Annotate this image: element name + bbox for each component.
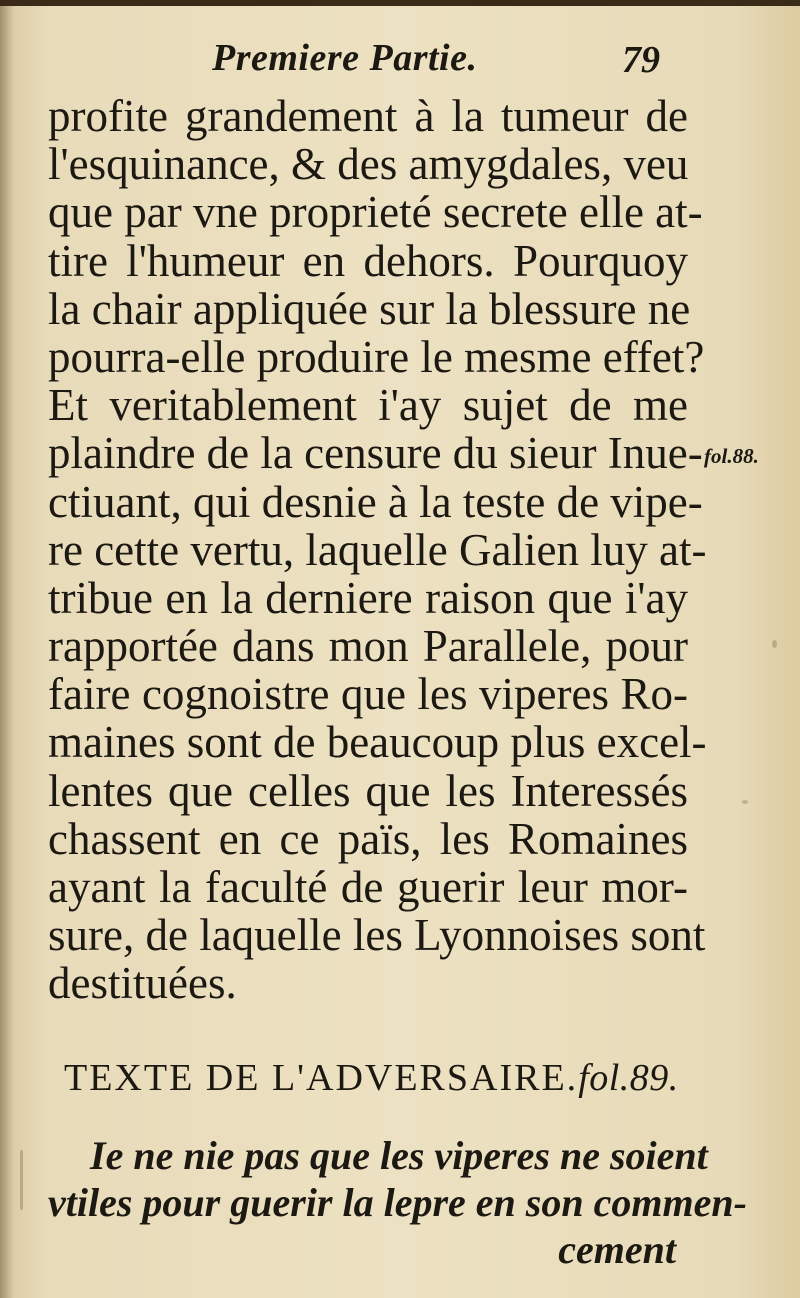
body-line: chassent en ce païs, les Romaines: [48, 813, 688, 864]
running-head: [0, 36, 800, 86]
section-heading: [64, 1056, 679, 1100]
body-line: re cette vertu, laquelle Galien luy at-: [48, 524, 707, 575]
paper-speck: [772, 640, 777, 648]
quote-line: cement: [558, 1227, 676, 1272]
page-top-edge: [0, 0, 800, 6]
paper-speck: [742, 800, 748, 804]
quote-line: vtiles pour guerir la lepre en son commen-: [48, 1180, 747, 1225]
body-line: ayant la faculté de guerir leur mor-: [48, 862, 688, 912]
body-line: que par vne proprieté secrete elle at-: [48, 187, 703, 238]
running-head-title: Premiere Partie.: [212, 37, 478, 79]
body-line: profite grandement à la tumeur de: [48, 91, 688, 141]
body-line: destituées.: [48, 958, 237, 1009]
body-line: la chair appliquée sur la blessure ne: [48, 283, 691, 334]
body-line: pourra-elle produire le mesme effet?: [48, 331, 705, 382]
paper-crease: [20, 1150, 23, 1210]
quote-line: Ie ne nie pas que les viperes ne soient: [90, 1133, 708, 1178]
body-line: l'esquinance, & des amygdales, veu: [48, 139, 689, 190]
body-text: [48, 91, 707, 1009]
marginal-note: fol.88.: [704, 444, 759, 468]
body-line: maines sont de beaucoup plus excel-: [48, 717, 707, 768]
body-line: tire l'humeur en dehors. Pourquoy: [48, 235, 688, 286]
body-line: ctiuant, qui desnie à la teste de vipe-: [48, 476, 703, 527]
body-line: sure, de laquelle les Lyonnoises sont: [48, 910, 706, 961]
body-line: tribue en la derniere raison que i'ay: [48, 572, 688, 623]
section-heading-text: TEXTE DE L'ADVERSAIRE.: [64, 1057, 579, 1099]
gutter-shadow: [0, 0, 14, 1298]
body-line: plaindre de la censure du sieur Inue-: [48, 428, 703, 479]
body-line: Et veritablement i'ay sujet de me: [48, 380, 688, 431]
body-line: rapportée dans mon Parallele, pour: [48, 621, 688, 672]
body-line: faire cognoistre que les viperes Ro-: [48, 669, 688, 720]
body-line: lentes que celles que les Interessés: [48, 765, 688, 816]
quoted-passage: [48, 1132, 747, 1273]
page-number: 79: [622, 39, 660, 81]
section-heading-folio: fol.89.: [578, 1057, 679, 1099]
